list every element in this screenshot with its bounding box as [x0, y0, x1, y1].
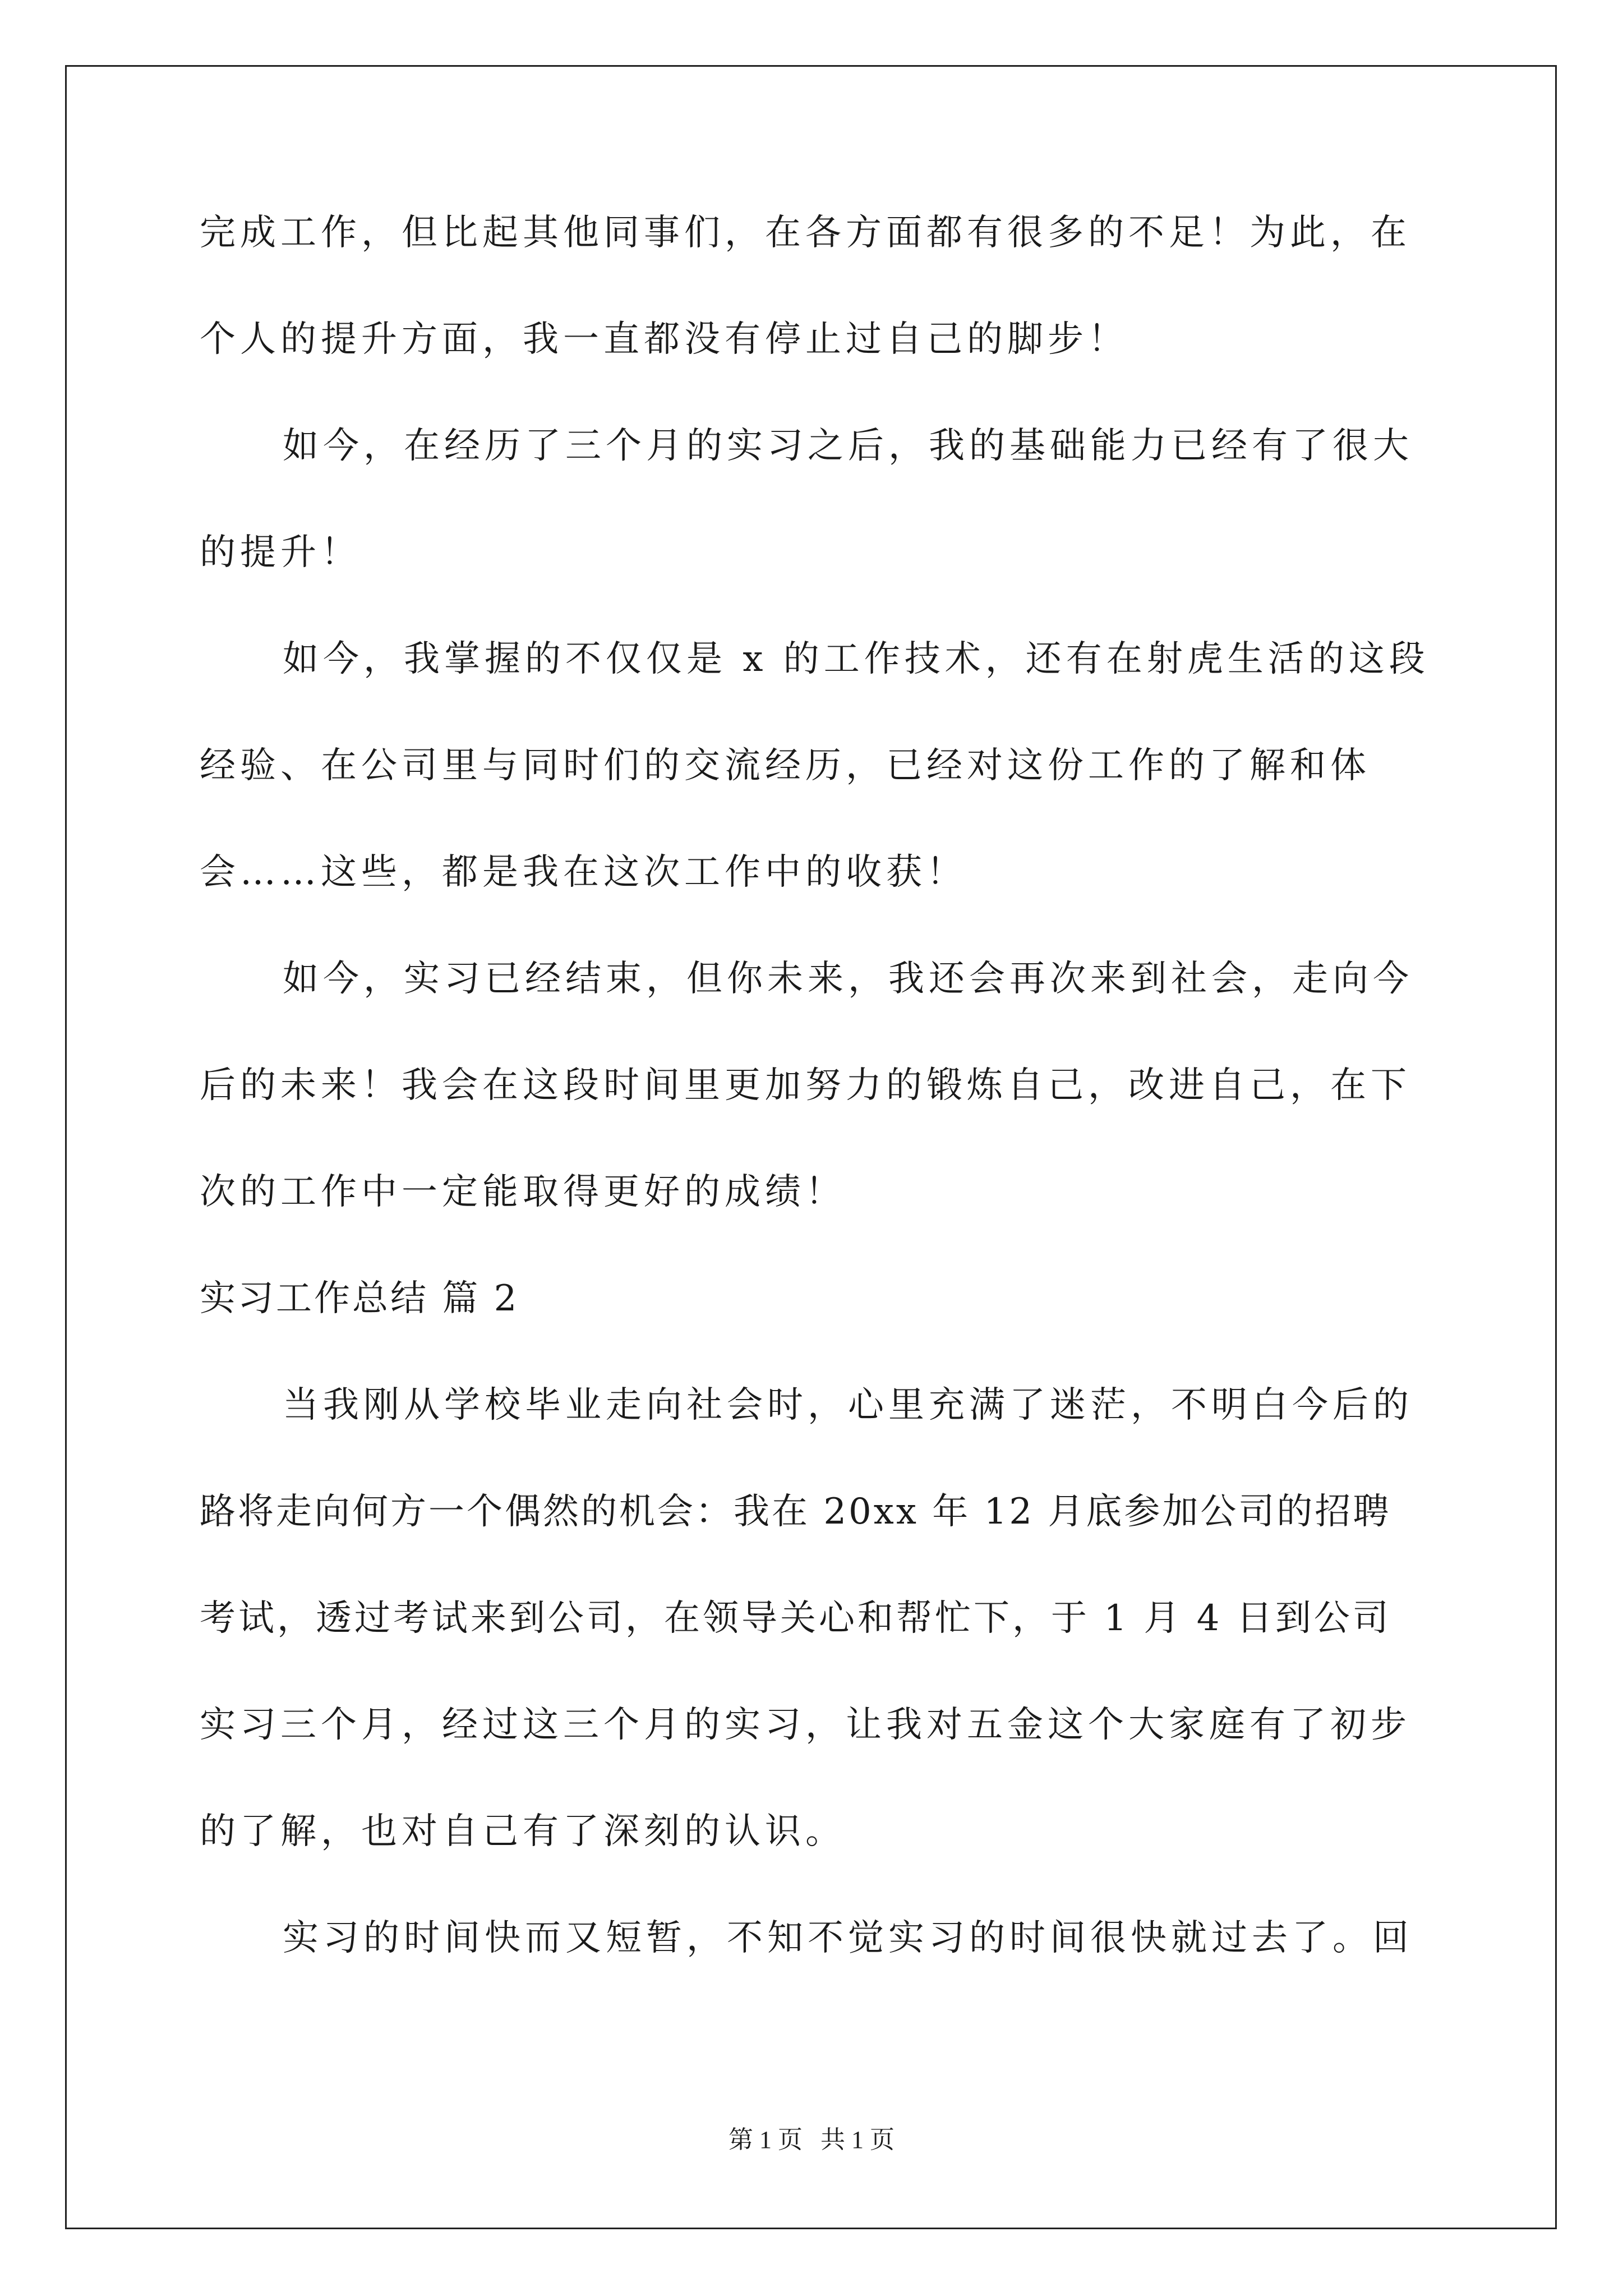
text-line: 的了解，也对自己有了深刻的认识。 [200, 1811, 846, 1852]
section-heading: 实习工作总结 篇 2 [200, 1278, 519, 1319]
text-line: 如今，我掌握的不仅仅是 x 的工作技术，还有在射虎生活的这段 [283, 638, 1430, 680]
text-line: 后的未来！我会在这段时间里更加努力的锻炼自己，改进自己，在下 [200, 1065, 1411, 1106]
text-line: 当我刚从学校毕业走向社会时，心里充满了迷茫，不明白今后的 [283, 1384, 1413, 1426]
page-number: 第 1 页 [728, 2126, 803, 2154]
text-line: 路将走向何方一个偶然的机会：我在 20xx 年 12 月底参加公司的招聘 [200, 1491, 1391, 1533]
text-line: 如今，实习已经结束，但你未来，我还会再次来到社会，走向今 [283, 958, 1413, 1000]
text-line: 完成工作，但比起其他同事们，在各方面都有很多的不足！为此，在 [200, 212, 1411, 254]
text-line: 实习的时间快而又短暂，不知不觉实习的时间很快就过去了。回 [283, 1917, 1413, 1959]
page-border [65, 65, 1557, 2229]
text-line: 会……这些，都是我在这次工作中的收获！ [200, 852, 967, 893]
page-footer [0, 2123, 1623, 2157]
text-line: 次的工作中一定能取得更好的成绩！ [200, 1171, 846, 1213]
text-line: 的提升！ [200, 532, 361, 573]
text-line: 如今，在经历了三个月的实习之后，我的基础能力已经有了很大 [283, 425, 1413, 467]
text-line: 考试，透过考试来到公司，在领导关心和帮忙下，于 1 月 4 日到公司 [200, 1598, 1391, 1639]
text-line: 经验、在公司里与同时们的交流经历，已经对这份工作的了解和体 [200, 745, 1371, 786]
page-total: 共 1 页 [820, 2126, 895, 2154]
text-line: 个人的提升方面，我一直都没有停止过自己的脚步！ [200, 319, 1128, 360]
text-line: 实习三个月，经过这三个月的实习，让我对五金这个大家庭有了初步 [200, 1704, 1411, 1746]
